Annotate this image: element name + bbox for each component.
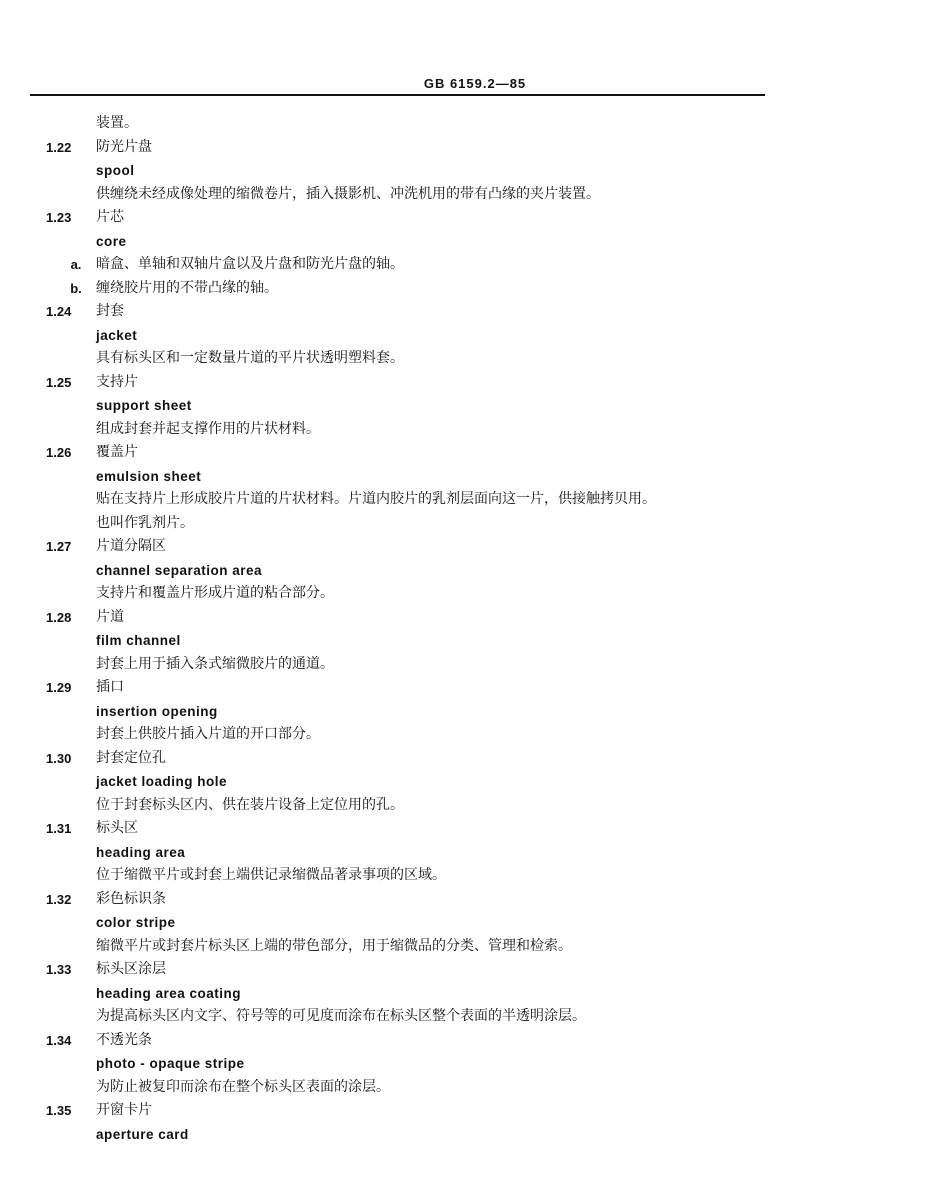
text-line: [0, 394, 950, 418]
term-chinese: 片道: [96, 608, 124, 625]
entry-number: 1.35: [46, 1103, 72, 1118]
definition-text: 封套上用于插入条式缩微胶片的通道。: [96, 655, 334, 672]
text-line: [0, 794, 950, 818]
term-chinese: 片道分隔区: [96, 538, 166, 554]
text-line: [0, 1029, 950, 1053]
term-chinese: 封套定位孔: [96, 749, 166, 766]
term-english: spool: [96, 163, 135, 178]
text-line: [0, 253, 950, 277]
definition-text: 也叫作乳剂片。: [96, 514, 194, 531]
entry-number: 1.30: [46, 750, 72, 766]
text-line: [0, 488, 950, 512]
term-chinese: 插口: [96, 679, 124, 695]
text-line: [0, 559, 950, 583]
definition-text: 为防止被复印而涂布在整个标头区表面的涂层。: [96, 1078, 390, 1095]
glossary-content: [0, 112, 950, 1146]
term-english: jacket: [96, 327, 138, 343]
text-line: [0, 606, 950, 630]
term-english: jacket loading hole: [96, 774, 228, 789]
definition-text: 封套上供胶片插入片道的开口部分。: [96, 726, 320, 742]
definition-text: 为提高标头区内文字、符号等的可见度而涂布在标头区整个表面的半透明涂层。: [96, 1008, 586, 1024]
text-line: [0, 653, 950, 677]
term-chinese: 不透光条: [96, 1031, 152, 1048]
text-line: [0, 441, 950, 465]
term-english: aperture card: [96, 1126, 189, 1142]
entry-number: 1.25: [46, 374, 72, 390]
text-line: [0, 465, 950, 489]
text-line: [0, 512, 950, 536]
item-label: a.: [70, 257, 82, 272]
definition-text: 具有标头区和一定数量片道的平片状透明塑料套。: [96, 350, 404, 366]
text-line: [0, 582, 950, 606]
entry-number: 1.26: [46, 445, 72, 460]
term-chinese: 支持片: [96, 373, 138, 390]
text-line: [0, 324, 950, 348]
definition-text: 位于封套标头区内、供在装片设备上定位用的孔。: [96, 796, 404, 813]
text-line: [0, 1099, 950, 1123]
text-line: [0, 629, 950, 653]
item-text: 缠绕胶片用的不带凸缘的轴。: [96, 279, 278, 296]
text-line: [0, 958, 950, 982]
entry-number: 1.33: [46, 962, 72, 977]
definition-text: 缩微平片或封套片标头区上端的带色部分，用于缩微品的分类、管理和检索。: [96, 937, 572, 954]
text-line: [0, 1052, 950, 1076]
item-text: 暗盒、单轴和双轴片盒以及片盘和防光片盘的轴。: [96, 256, 404, 272]
entry-number: 1.34: [46, 1032, 72, 1048]
continuation-text: 装置。: [96, 115, 138, 131]
term-english: heading area coating: [96, 985, 242, 1001]
text-line: [0, 371, 950, 395]
text-line: [0, 418, 950, 442]
term-chinese: 防光片盘: [96, 138, 152, 155]
definition-text: 位于缩微平片或封套上端供记录缩微品著录事项的区域。: [96, 867, 446, 883]
text-line: [0, 1076, 950, 1100]
text-line: [0, 770, 950, 794]
term-english: heading area: [96, 844, 186, 860]
entry-number: 1.23: [46, 210, 72, 225]
entry-number: 1.29: [46, 680, 72, 695]
term-english: core: [96, 233, 127, 249]
text-line: [0, 864, 950, 888]
entry-number: 1.27: [46, 539, 72, 554]
term-english: film channel: [96, 633, 181, 648]
text-line: [0, 817, 950, 841]
definition-text: 支持片和覆盖片形成片道的粘合部分。: [96, 585, 334, 601]
text-line: [0, 700, 950, 724]
entry-number: 1.24: [46, 304, 72, 319]
term-chinese: 标头区: [96, 820, 138, 836]
text-line: [0, 888, 950, 912]
text-line: [0, 159, 950, 183]
term-chinese: 覆盖片: [96, 444, 138, 460]
text-line: [0, 911, 950, 935]
term-english: support sheet: [96, 398, 192, 413]
entry-number: 1.28: [46, 609, 72, 625]
entry-number: 1.31: [46, 821, 72, 836]
term-chinese: 片芯: [96, 209, 124, 225]
text-line: [0, 112, 950, 136]
text-line: [0, 1123, 950, 1147]
term-english: color stripe: [96, 915, 176, 930]
text-line: [0, 747, 950, 771]
text-line: [0, 277, 950, 301]
text-line: [0, 347, 950, 371]
document-number-header: GB 6159.2—85: [423, 76, 527, 91]
text-line: [0, 841, 950, 865]
definition-text: 供缠绕未经成像处理的缩微卷片，插入摄影机、冲洗机用的带有凸缘的夹片装置。: [96, 185, 600, 202]
text-line: [0, 300, 950, 324]
term-chinese: 封套: [96, 303, 124, 319]
term-chinese: 标头区涂层: [96, 961, 166, 977]
text-line: [0, 136, 950, 160]
definition-text: 贴在支持片上形成胶片片道的片状材料。片道内胶片的乳剂层面向这一片，供接触拷贝用。: [96, 491, 656, 507]
term-english: insertion opening: [96, 703, 218, 719]
text-line: [0, 1005, 950, 1029]
text-line: [0, 723, 950, 747]
entry-number: 1.22: [46, 139, 72, 155]
text-line: [0, 935, 950, 959]
definition-text: 组成封套并起支撑作用的片状材料。: [96, 420, 320, 437]
term-english: channel separation area: [96, 562, 263, 578]
term-chinese: 彩色标识条: [96, 890, 166, 907]
term-chinese: 开窗卡片: [96, 1102, 152, 1118]
text-line: [0, 535, 950, 559]
entry-number: 1.32: [46, 891, 72, 907]
header-rule: [30, 94, 765, 96]
text-line: [0, 183, 950, 207]
term-english: emulsion sheet: [96, 468, 202, 484]
text-line: [0, 982, 950, 1006]
term-english: photo - opaque stripe: [96, 1056, 245, 1071]
text-line: [0, 206, 950, 230]
text-line: [0, 230, 950, 254]
text-line: [0, 676, 950, 700]
item-label: b.: [70, 280, 82, 296]
